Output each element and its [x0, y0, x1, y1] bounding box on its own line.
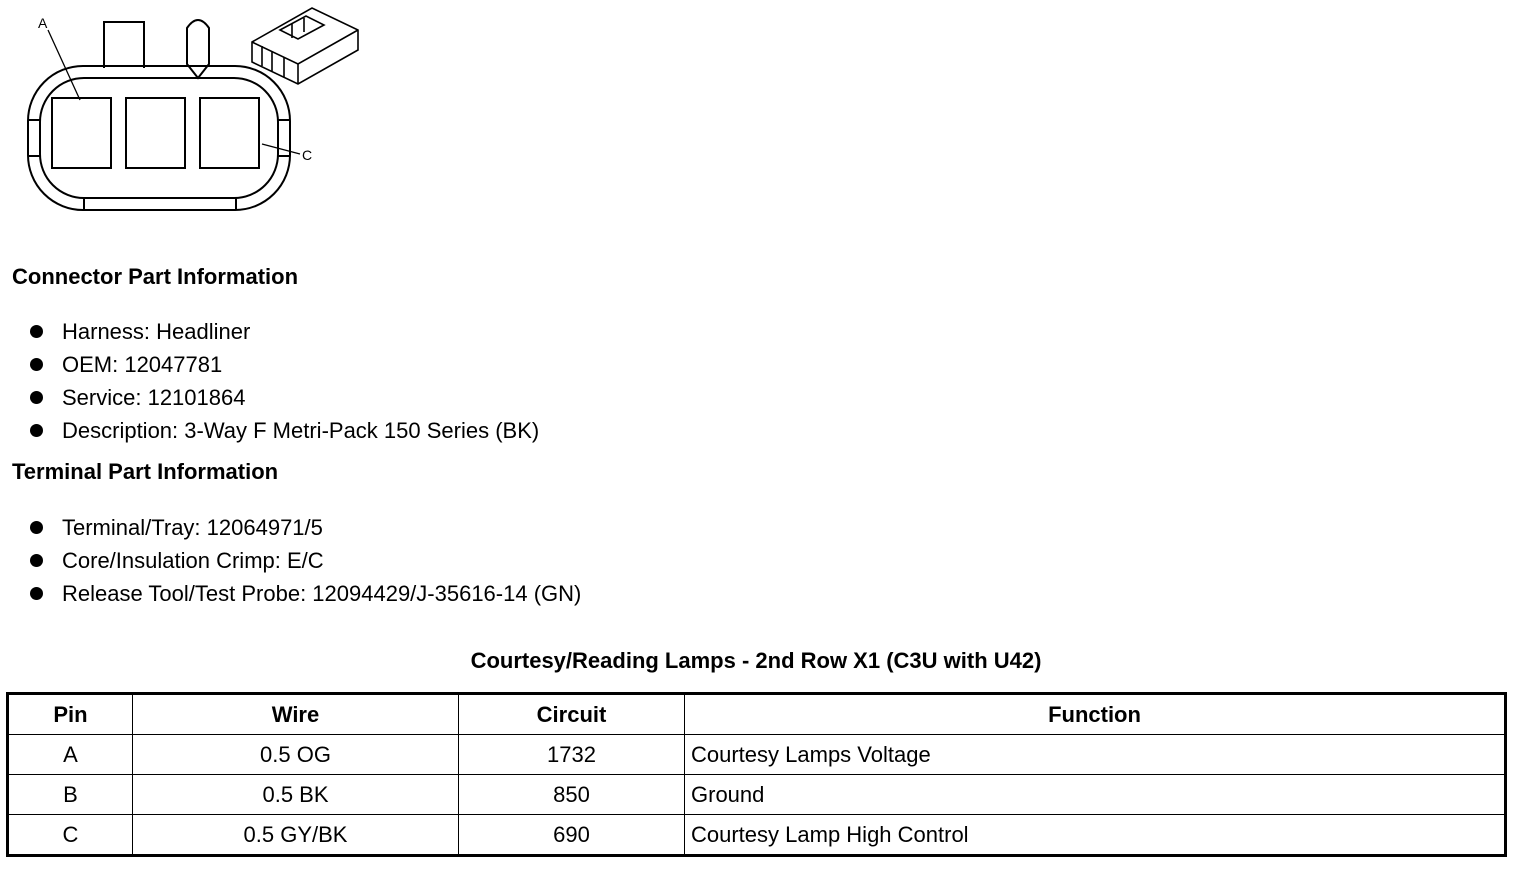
table-row	[8, 815, 1506, 856]
list-item: OEM: 12047781	[30, 350, 539, 383]
terminal-part-info-title: Terminal Part Information	[12, 459, 279, 484]
pin-label-a: A	[38, 15, 48, 31]
cell-pin: B	[8, 775, 133, 815]
cell-function: Courtesy Lamps Voltage	[685, 735, 1506, 775]
list-item: Harness: Headliner	[30, 317, 539, 350]
cell-function: Ground	[685, 775, 1506, 815]
list-item: Terminal/Tray: 12064971/5	[30, 513, 581, 546]
list-item: Core/Insulation Crimp: E/C	[30, 546, 581, 579]
header-pin: Pin	[8, 694, 133, 735]
table-header-row	[8, 694, 1506, 735]
cell-pin: C	[8, 815, 133, 856]
connector-iso-view	[252, 8, 358, 84]
cell-function: Courtesy Lamp High Control	[685, 815, 1506, 856]
cell-circuit: 690	[459, 815, 685, 856]
cavity-a	[52, 98, 111, 168]
list-item: Description: 3-Way F Metri-Pack 150 Series (BK)	[30, 416, 539, 449]
connector-part-info-title: Connector Part Information	[12, 264, 299, 289]
cell-pin: A	[8, 735, 133, 775]
cavity-b	[126, 98, 185, 168]
pinout-table-title: Courtesy/Reading Lamps - 2nd Row X1 (C3U with U42)	[470, 648, 1042, 673]
table-row	[8, 735, 1506, 775]
connector-inner-shell	[40, 78, 278, 198]
cell-circuit: 1732	[459, 735, 685, 775]
cell-wire: 0.5 BK	[133, 775, 459, 815]
connector-part-info-list	[30, 317, 539, 449]
connector-outer-shell	[28, 66, 290, 210]
leader-a	[48, 30, 80, 100]
header-circuit: Circuit	[459, 694, 685, 735]
pinout-table	[6, 692, 1507, 857]
connector-key-tab	[187, 20, 209, 78]
header-wire: Wire	[133, 694, 459, 735]
terminal-part-info-list	[30, 513, 581, 612]
leader-c	[262, 144, 300, 154]
connector-lock-tab	[104, 22, 144, 68]
list-item: Service: 12101864	[30, 383, 539, 416]
pin-label-c: C	[302, 147, 313, 163]
cavity-c	[200, 98, 259, 168]
list-item: Release Tool/Test Probe: 12094429/J-35616-14 (GN)	[30, 579, 581, 612]
connector-diagram	[0, 0, 380, 220]
cell-circuit: 850	[459, 775, 685, 815]
table-row	[8, 775, 1506, 815]
header-function: Function	[685, 694, 1506, 735]
cell-wire: 0.5 OG	[133, 735, 459, 775]
cell-wire: 0.5 GY/BK	[133, 815, 459, 856]
